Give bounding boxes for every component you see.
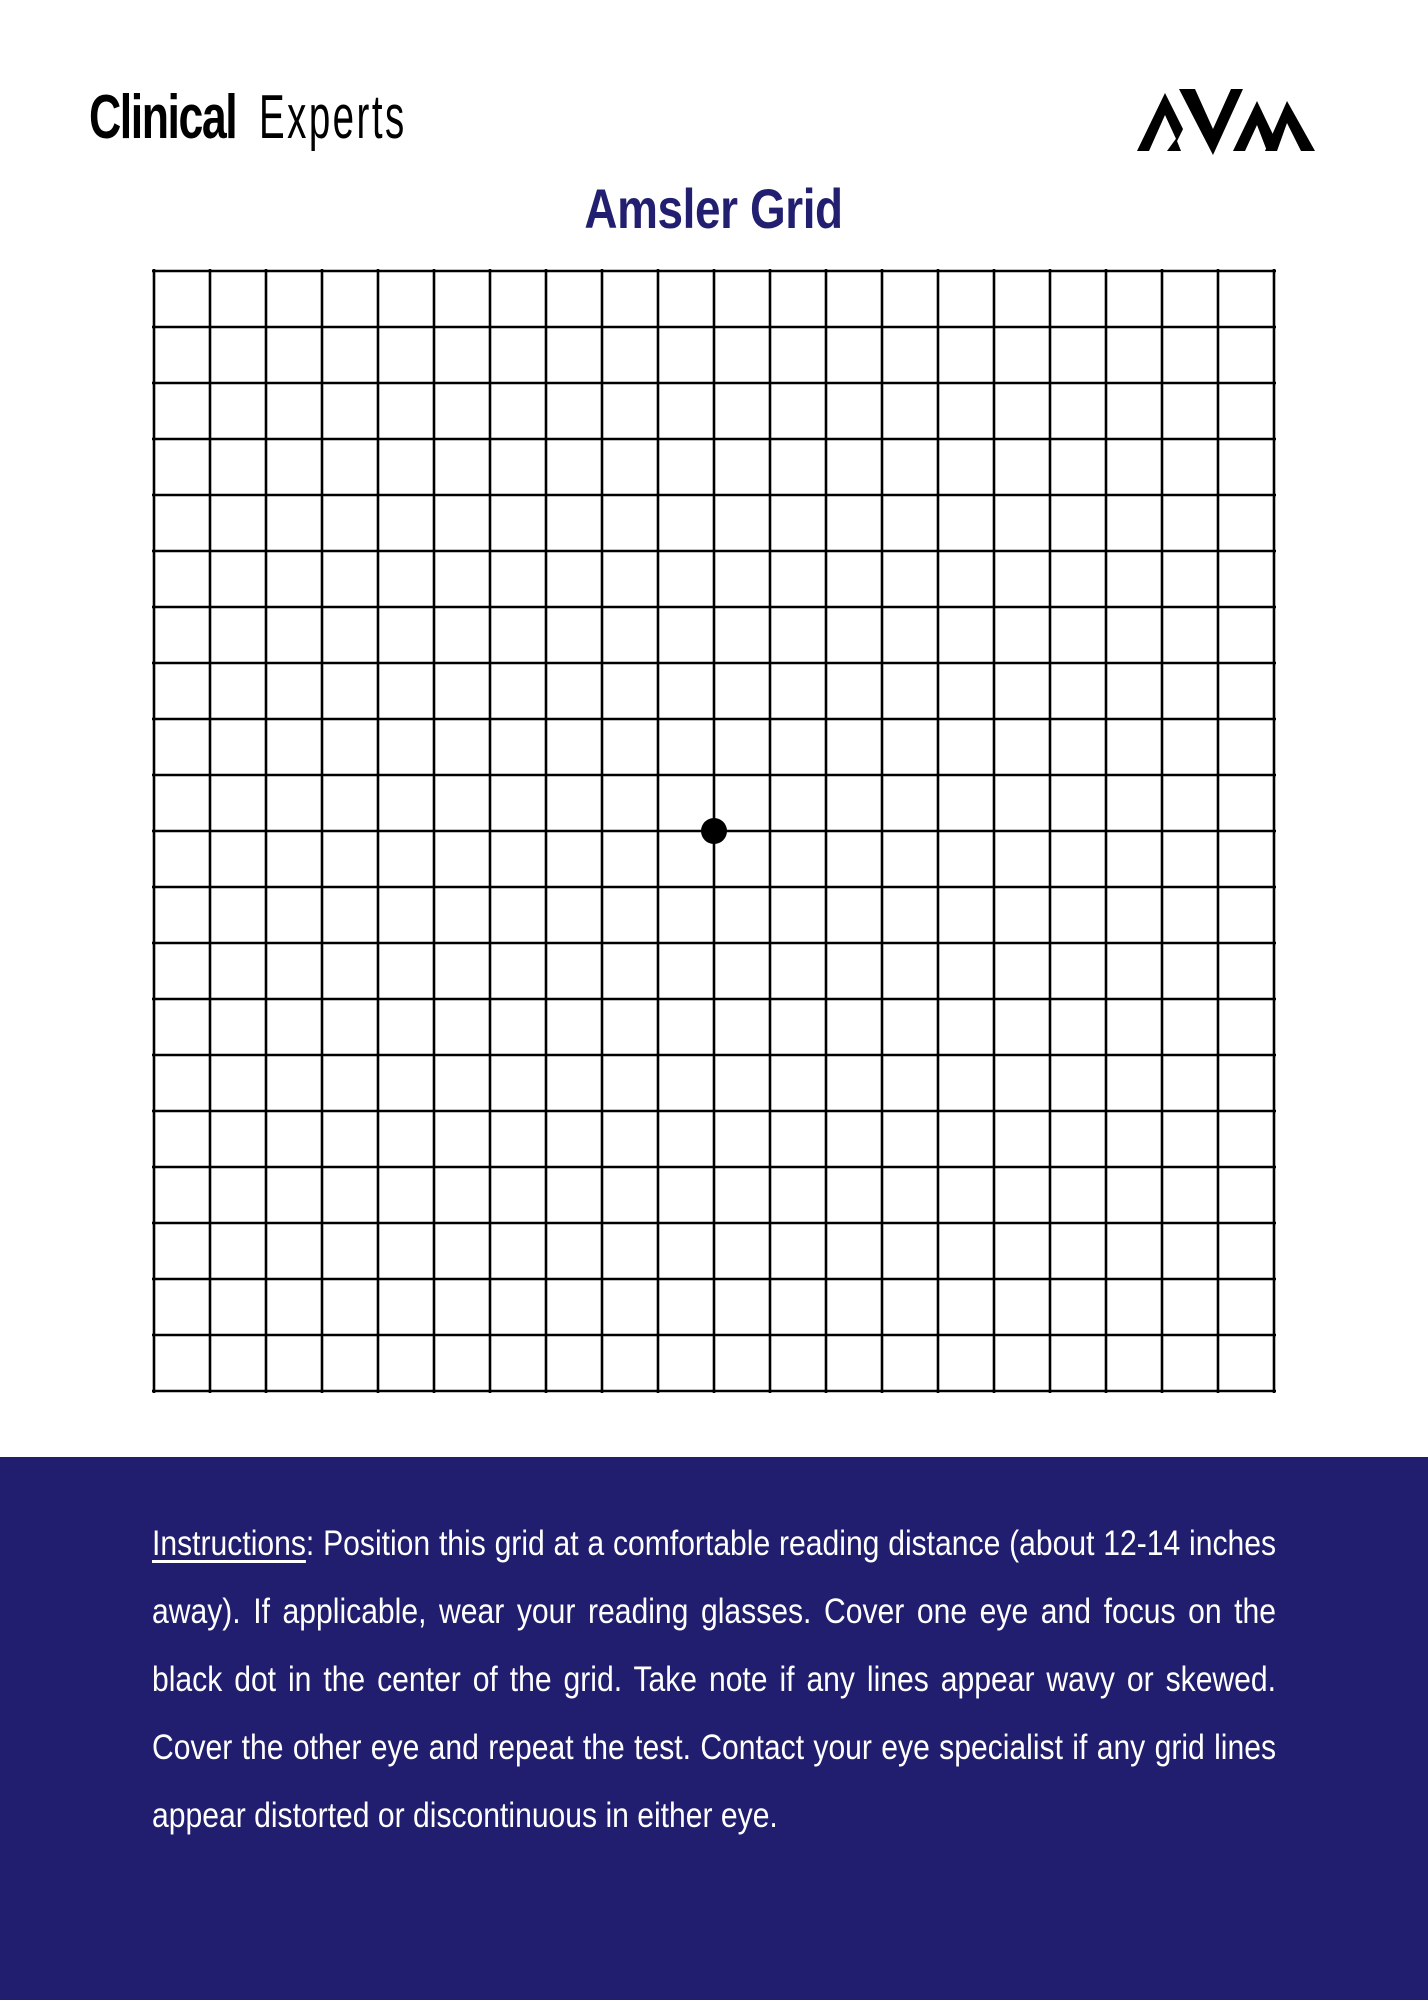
amsler-grid <box>152 269 1276 1393</box>
center-fixation-dot-icon <box>701 818 727 844</box>
brand-name-light: Experts <box>259 83 407 152</box>
grid-lines <box>152 269 1276 1393</box>
page-title-text: Amsler Grid <box>584 177 844 240</box>
instructions-label: Instructions <box>152 1524 306 1563</box>
clinical-experts-logo <box>89 82 497 152</box>
brand-name-bold: Clinical <box>89 83 237 152</box>
page-title <box>0 176 1428 241</box>
navam-logo-icon <box>1137 85 1327 157</box>
instructions-text-block <box>152 1510 1276 1850</box>
instructions-body: Position this grid at a comfortable reading distance (about 12-14 inches away). If applicable, wear your reading glasses. Cover one eye and focus on the black dot in the center of the grid. Take note if any lines appear wavy or skewed. Cover the other eye and repeat the test. Contact your eye specialist if any grid lines appear distorted or discontinuous in either eye. <box>152 1524 1277 1835</box>
instructions-separator: : <box>305 1524 315 1563</box>
